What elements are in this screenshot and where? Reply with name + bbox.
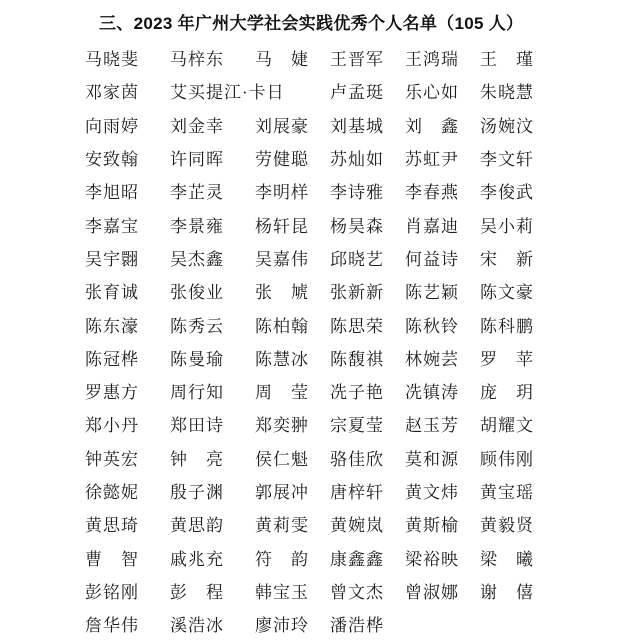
person-name: 黄莉雯 bbox=[255, 516, 309, 536]
person-name: 李明样 bbox=[255, 183, 309, 203]
person-name: 马梓东 bbox=[170, 50, 224, 70]
person-name: 赵玉芳 bbox=[405, 416, 459, 436]
roster-row bbox=[85, 374, 643, 407]
person-name: 黄思琦 bbox=[85, 516, 139, 536]
person-name: 周 莹 bbox=[255, 383, 309, 403]
person-name: 陈馥祺 bbox=[330, 349, 384, 369]
person-name: 杨轩昆 bbox=[255, 216, 309, 236]
person-name: 乐心如 bbox=[405, 83, 459, 103]
person-name: 黄宝瑶 bbox=[480, 483, 534, 502]
person-name: 黄毅贤 bbox=[480, 516, 534, 536]
person-name: 殷子渊 bbox=[170, 483, 224, 502]
person-name: 张新新 bbox=[330, 283, 384, 303]
person-name: 郑奕翀 bbox=[255, 416, 309, 436]
person-name: 陈慧冰 bbox=[255, 349, 309, 369]
person-name: 吴小莉 bbox=[480, 216, 534, 236]
roster-row bbox=[85, 441, 643, 474]
person-name: 彭铭刚 bbox=[85, 582, 139, 602]
person-name: 张 虓 bbox=[255, 283, 309, 303]
person-name: 李芷灵 bbox=[170, 183, 224, 203]
roster-row bbox=[85, 574, 643, 607]
person-name: 陈文豪 bbox=[480, 283, 534, 303]
roster-row bbox=[85, 174, 643, 207]
person-name: 肖嘉迪 bbox=[405, 216, 459, 236]
person-name: 马 婕 bbox=[255, 50, 309, 70]
person-name: 谢 僖 bbox=[480, 582, 534, 602]
person-name: 李春燕 bbox=[405, 183, 459, 203]
person-name: 刘金幸 bbox=[170, 116, 224, 136]
person-name: 苏灿如 bbox=[330, 150, 384, 170]
person-name: 李旭昭 bbox=[85, 183, 139, 203]
person-name: 卢孟珽 bbox=[330, 83, 384, 103]
person-name: 刘基城 bbox=[330, 116, 384, 136]
roster-row bbox=[85, 207, 643, 240]
roster-row bbox=[85, 41, 643, 74]
person-name: 韩宝玉 bbox=[255, 582, 309, 602]
person-name: 许同晖 bbox=[170, 150, 224, 170]
person-name: 李文轩 bbox=[480, 150, 534, 170]
person-name: 王晋军 bbox=[330, 50, 384, 70]
person-name: 张俊业 bbox=[170, 283, 224, 303]
person-name: 陈艺颖 bbox=[405, 283, 459, 303]
roster-row bbox=[85, 307, 643, 340]
person-name: 黄婉岚 bbox=[330, 516, 384, 536]
person-name: 曾文杰 bbox=[330, 582, 384, 602]
person-name: 侯仁魁 bbox=[255, 449, 309, 469]
person-name: 溪浩冰 bbox=[170, 616, 224, 636]
person-name: 汤婉汶 bbox=[480, 116, 534, 136]
person-name: 李俊武 bbox=[480, 183, 534, 203]
person-name: 黄思韵 bbox=[170, 516, 224, 536]
person-name: 陈冠桦 bbox=[85, 349, 139, 369]
roster-row bbox=[85, 341, 643, 374]
person-name: 潘浩桦 bbox=[330, 616, 384, 636]
person-name: 马晓斐 bbox=[85, 50, 139, 70]
person-name: 周行知 bbox=[170, 383, 224, 403]
person-name: 陈曼瑜 bbox=[170, 349, 224, 369]
person-name: 何益诗 bbox=[405, 249, 459, 269]
person-name: 徐懿妮 bbox=[85, 483, 139, 502]
person-name: 冼子艳 bbox=[330, 383, 384, 403]
person-name: 罗 苹 bbox=[480, 349, 534, 369]
person-name: 吴宇翾 bbox=[85, 249, 139, 269]
person-name: 宗夏莹 bbox=[330, 416, 384, 436]
person-name: 陈东濠 bbox=[85, 316, 139, 336]
person-name: 黄文炜 bbox=[405, 483, 459, 502]
person-name: 邱晓艺 bbox=[330, 249, 384, 269]
person-name: 冼镇涛 bbox=[405, 383, 459, 403]
person-name: 陈秀云 bbox=[170, 316, 224, 336]
person-name: 骆佳欣 bbox=[330, 449, 384, 469]
person-name: 曾淑娜 bbox=[405, 582, 459, 602]
person-name: 廖沛玲 bbox=[255, 616, 309, 636]
person-name: 安致翰 bbox=[85, 150, 139, 170]
roster-row bbox=[85, 540, 643, 573]
person-name: 宋 新 bbox=[480, 249, 534, 269]
roster-row bbox=[85, 474, 643, 507]
person-name: 劳健聪 bbox=[255, 150, 309, 170]
roster-row bbox=[85, 274, 643, 307]
person-name: 李嘉宝 bbox=[85, 216, 139, 236]
person-name: 苏虹尹 bbox=[405, 150, 459, 170]
person-name: 莫和源 bbox=[405, 449, 459, 469]
person-name: 罗惠方 bbox=[85, 383, 139, 403]
person-name: 邓家茵 bbox=[85, 83, 139, 103]
person-name: 詹华伟 bbox=[85, 616, 139, 636]
person-name: 陈秋铃 bbox=[405, 316, 459, 336]
person-name: 刘展豪 bbox=[255, 116, 309, 136]
person-name: 杨昊森 bbox=[330, 216, 384, 236]
person-name: 艾买提江·卡日 bbox=[170, 83, 285, 103]
person-name: 陈科鹏 bbox=[480, 316, 534, 336]
person-name: 陈思荣 bbox=[330, 316, 384, 336]
person-name: 吴嘉伟 bbox=[255, 249, 309, 269]
person-name: 吴杰鑫 bbox=[170, 249, 224, 269]
roster-row bbox=[85, 407, 643, 440]
person-name: 顾伟刚 bbox=[480, 449, 534, 469]
roster-row bbox=[85, 141, 643, 174]
person-name: 黄斯榆 bbox=[405, 516, 459, 536]
person-name: 林婉芸 bbox=[405, 349, 459, 369]
person-name: 康鑫鑫 bbox=[330, 549, 384, 569]
person-name: 戚兆充 bbox=[170, 549, 224, 569]
person-name: 唐梓轩 bbox=[330, 483, 384, 502]
person-name: 王鸿瑞 bbox=[405, 50, 459, 70]
person-name: 郭展冲 bbox=[255, 483, 309, 502]
roster-row bbox=[85, 74, 643, 107]
person-name: 郑田诗 bbox=[170, 416, 224, 436]
person-name: 胡耀文 bbox=[480, 416, 534, 436]
roster-row bbox=[85, 607, 643, 640]
person-name: 梁裕映 bbox=[405, 549, 459, 569]
person-name: 张育诚 bbox=[85, 283, 139, 303]
person-name: 王 瑾 bbox=[480, 50, 534, 70]
person-name: 刘 鑫 bbox=[405, 116, 459, 136]
person-name: 曹 智 bbox=[85, 549, 139, 569]
roster-row bbox=[85, 241, 643, 274]
person-name: 朱晓慧 bbox=[480, 83, 534, 103]
name-roster bbox=[85, 41, 643, 640]
person-name: 李景雍 bbox=[170, 216, 224, 236]
page-title: 三、2023 年广州大学社会实践优秀个人名单（105 人） bbox=[99, 14, 524, 33]
person-name: 庞 玥 bbox=[480, 383, 534, 403]
person-name: 郑小丹 bbox=[85, 416, 139, 436]
person-name: 陈柏翰 bbox=[255, 316, 309, 336]
roster-row bbox=[85, 108, 643, 141]
person-name: 梁 曦 bbox=[480, 549, 534, 569]
roster-row bbox=[85, 507, 643, 540]
person-name: 钟英宏 bbox=[85, 449, 139, 469]
person-name: 钟 亮 bbox=[170, 449, 224, 469]
person-name: 彭 程 bbox=[170, 582, 224, 602]
person-name: 李诗雅 bbox=[330, 183, 384, 203]
person-name: 符 韵 bbox=[255, 549, 309, 569]
person-name: 向雨婷 bbox=[85, 116, 139, 136]
